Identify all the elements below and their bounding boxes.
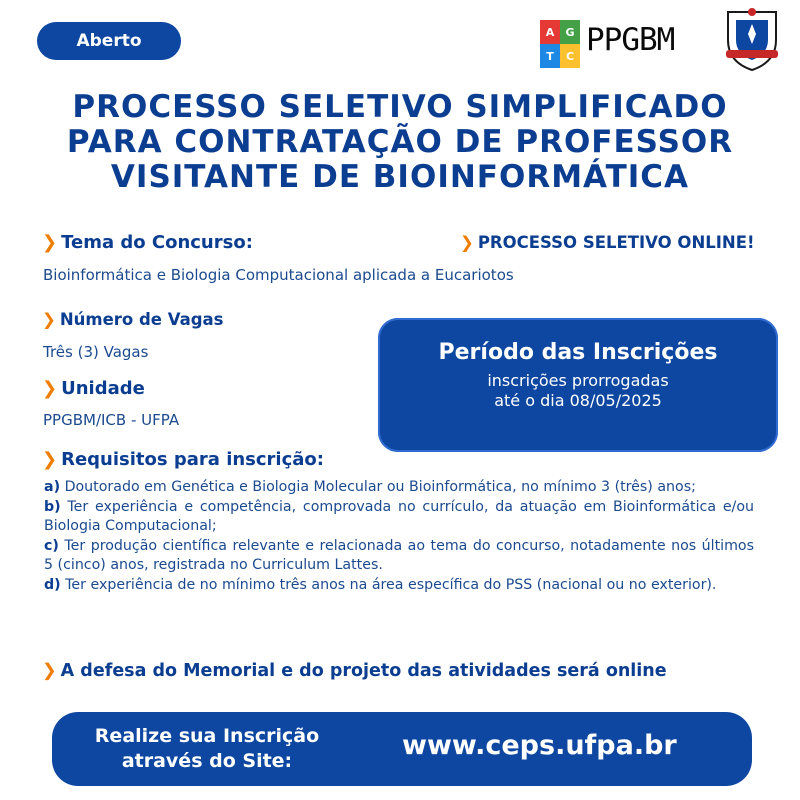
logo-letter-g: G [560, 20, 580, 44]
list-item [44, 498, 754, 537]
tema-heading [42, 232, 253, 253]
title-line-2: PARA CONTRATAÇÃO DE PROFESSOR [66, 124, 734, 160]
item-key: a) [44, 479, 61, 495]
chevron-right-icon: ❯ [42, 232, 58, 253]
chevron-right-icon: ❯ [42, 449, 58, 470]
item-key: c) [44, 537, 59, 554]
chevron-right-icon: ❯ [42, 378, 58, 399]
vagas-value: Três (3) Vagas [43, 343, 149, 361]
chevron-right-icon: ❯ [460, 233, 474, 252]
tema-value: Bioinformática e Biologia Computacional aplicada a Eucariotos [43, 266, 514, 284]
periodo-line-1: inscrições prorrogadas [487, 371, 669, 390]
site-link[interactable]: www.ceps.ufpa.br [402, 730, 677, 761]
list-item [44, 576, 754, 596]
unidade-label: Unidade [61, 378, 145, 399]
item-text: Doutorado em Genética e Biologia Molecular ou Bioinformática, no mínimo 3 (três) anos; [64, 479, 696, 495]
defesa-text: A defesa do Memorial e do projeto das atividades será online [60, 661, 667, 681]
unidade-heading [42, 378, 145, 399]
ppgbm-logo-text: PPGBM [586, 22, 675, 58]
online-note-text: PROCESSO SELETIVO ONLINE! [477, 233, 755, 252]
tema-label: Tema do Concurso: [61, 232, 253, 253]
item-text: Ter experiência de no mínimo três anos na área específica do PSS (nacional ou no exterior). [65, 576, 717, 593]
logo-letter-a: A [540, 20, 560, 44]
page-title [20, 90, 780, 195]
requisitos-list [44, 478, 754, 595]
footer-line-2: através do Site: [121, 750, 293, 772]
logo-letter-c: C [560, 44, 580, 68]
item-text: Ter experiência e competência, comprovada no currículo, da atuação em Bioinformática e/ou Biologia Computacional; [44, 498, 754, 534]
title-line-1: PROCESSO SELETIVO SIMPLIFICADO [72, 89, 728, 125]
footer-label [92, 724, 322, 774]
ufpa-crest-icon [722, 6, 782, 72]
list-item [44, 537, 754, 576]
defesa-note [42, 661, 667, 681]
chevron-right-icon: ❯ [42, 661, 57, 681]
footer-line-1: Realize sua Inscrição [94, 725, 320, 747]
list-item [44, 478, 754, 498]
vagas-label: Número de Vagas [59, 310, 224, 329]
requisitos-label: Requisitos para inscrição: [61, 449, 324, 470]
online-note [460, 233, 755, 252]
ppgbm-logo-grid [540, 20, 580, 68]
item-text: Ter produção científica relevante e relacionada ao tema do concurso, notadamente nos últimos 5 (cinco) anos, registrada no Curriculum Lattes. [44, 537, 754, 573]
periodo-panel [378, 318, 778, 452]
logo-letter-t: T [540, 44, 560, 68]
requisitos-heading [42, 449, 324, 470]
periodo-line-2: até o dia 08/05/2025 [494, 391, 662, 410]
status-badge: Aberto [37, 22, 181, 60]
title-line-3: VISITANTE DE BIOINFORMÁTICA [110, 159, 690, 195]
item-key: d) [44, 576, 61, 593]
footer-banner [52, 712, 752, 786]
vagas-heading [42, 310, 224, 329]
unidade-value: PPGBM/ICB - UFPA [43, 411, 180, 429]
item-key: b) [44, 498, 61, 515]
chevron-right-icon: ❯ [42, 310, 56, 329]
periodo-title: Período das Inscrições [438, 340, 718, 365]
